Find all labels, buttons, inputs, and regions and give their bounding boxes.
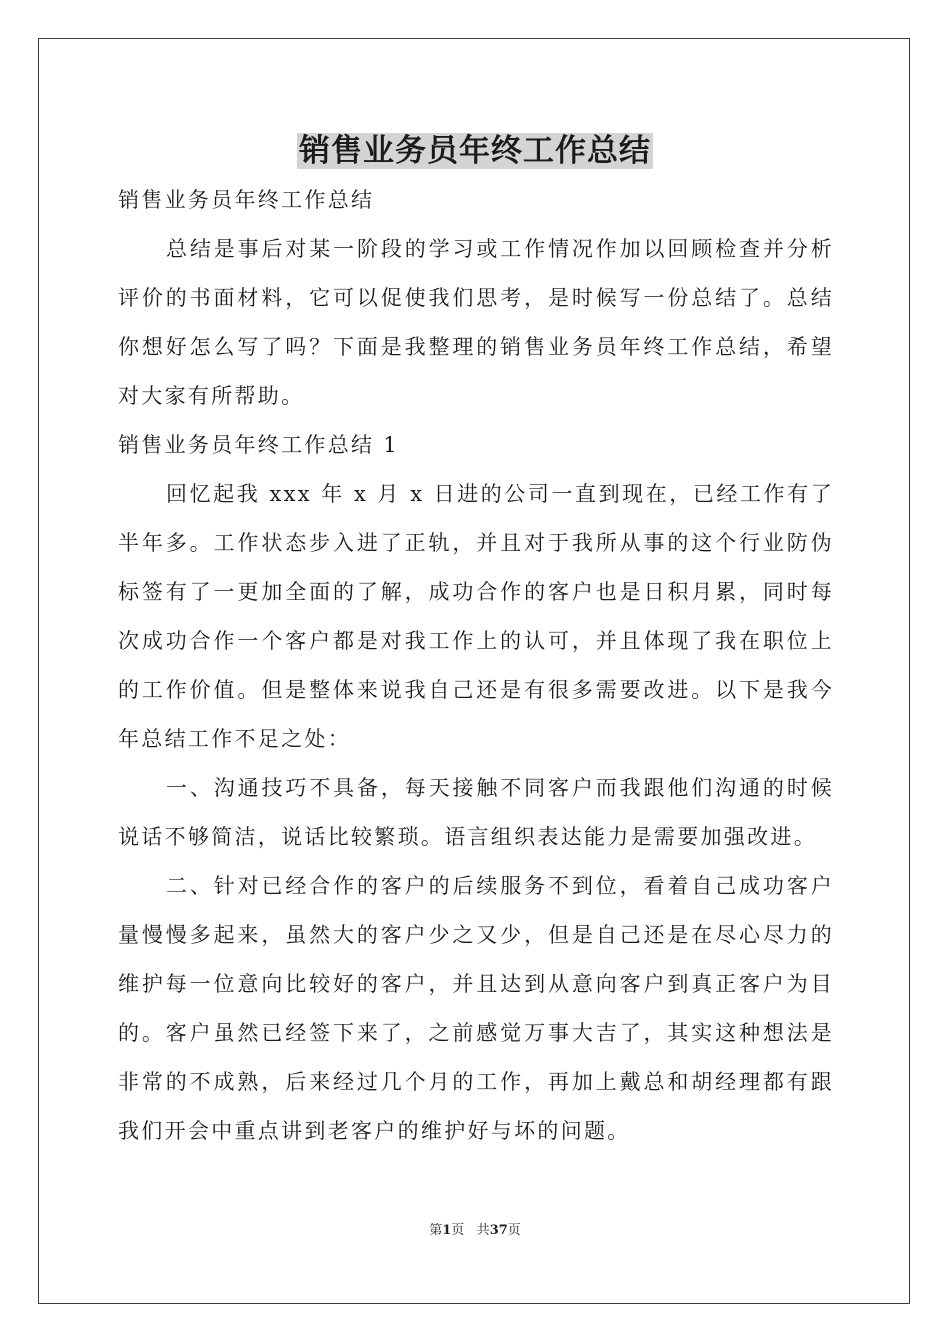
total-pages: 37 [489,1223,508,1238]
document-title-text: 销售业务员年终工作总结 [299,133,651,169]
page-label-suffix: 页 [451,1223,465,1238]
body-paragraph-review: 回忆起我 xxx 年 x 月 x 日进的公司一直到现在，已经工作有了半年多。工作状态步入进了正轨，并且对于我所从事的这个行业防伪标签有了一更加全面的了解，成功合作的客户也是日积月累，同时每次成功合作一个客户都是对我工作上的认可，并且体现了我在职位上的工作价值。但是整体来说我自己还是有很多需要改进。以下是我今年总结工作不足之处： [118,482,834,751]
page-label-prefix: 第 [429,1223,443,1238]
intro-paragraph: 总结是事后对某一阶段的学习或工作情况作加以回顾检查并分析评价的书面材料，它可以促使我们思考，是时候写一份总结了。总结你想好怎么写了吗？下面是我整理的销售业务员年终工作总结，希望对大家有所帮助。 [118,237,834,408]
page-footer [0,1222,950,1240]
document-title [0,128,950,174]
body-paragraph-point-2: 二、针对已经合作的客户的后续服务不到位，看着自己成功客户量慢慢多起来，虽然大的客户少之又少，但是自己还是在尽心尽力的维护每一位意向比较好的客户，并且达到从意向客户到真正客户为目的。客户虽然已经签下来了，之前感觉万事大吉了，其实这种想法是非常的不成熟，后来经过几个月的工作，再加上戴总和胡经理都有跟我们开会中重点讲到老客户的维护好与坏的问题。 [118,874,834,1143]
section-heading-1: 销售业务员年终工作总结 1 [118,433,399,457]
total-label-suffix: 页 [507,1223,521,1238]
total-label-prefix: 共 [476,1223,490,1238]
page-number: 1 [442,1223,452,1238]
subtitle-paragraph: 销售业务员年终工作总结 [118,188,375,212]
document-body [118,176,834,1156]
body-paragraph-point-1: 一、沟通技巧不具备，每天接触不同客户而我跟他们沟通的时候说话不够简洁，说话比较繁琐。语言组织表达能力是需要加强改进。 [118,776,834,849]
